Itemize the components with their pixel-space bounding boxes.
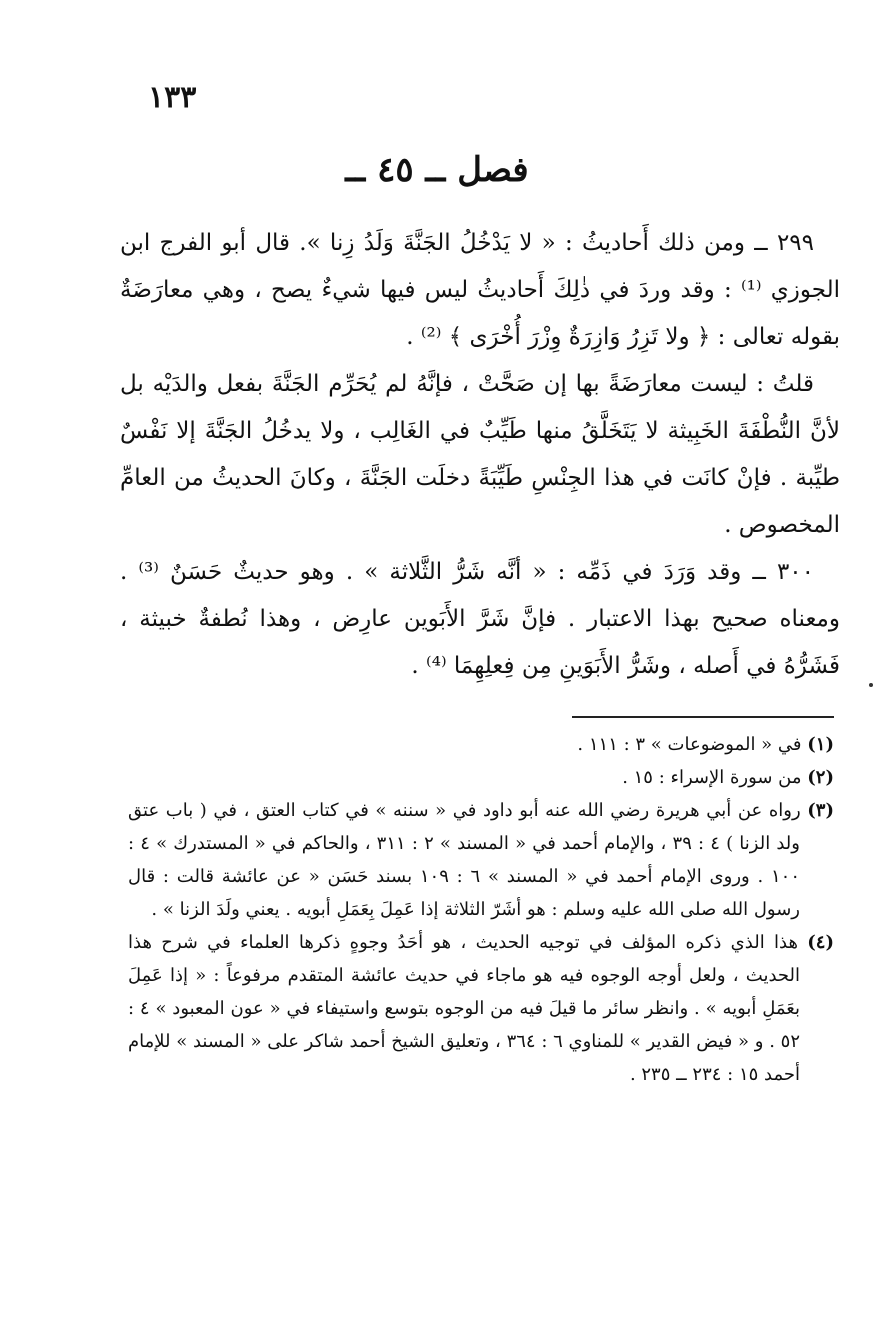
footnote-2 [128, 761, 834, 794]
footnotes [128, 728, 834, 1091]
footnote-separator [572, 716, 834, 718]
footnote-number: (٣) [807, 800, 834, 821]
paragraph-300: ٣٠٠ ــ وقد وَرَدَ في ذَمِّه : « أنَّه شَرُّ الثَّلاثة » . وهو حديثٌ حَسَنٌ ⁽³⁾ . ومعناه صحيح بهذا الاعتبار . فإنَّ شَرَّ الأَبَوين عارِض ، وهذا نُطفةٌ خبيثة ، فَشَرُّهُ في أَصله ، وشَرُّ الأَبَوَينِ مِن فِعلِهِمَا ⁽⁴⁾ . [120, 559, 840, 679]
footnote-number: (٤) [807, 932, 834, 953]
scan-speck [869, 683, 873, 687]
footnote-text: في « الموضوعات » ٣ : ١١١ . [577, 734, 802, 755]
paragraph-commentary: قلتُ : ليست معارَضَةً بها إن صَحَّتْ ، فإنَّهُ لم يُحَرِّم الجَنَّةَ بفعل والدَيْه بل لأنَّ النُّطْفَةَ الخَبِيثة لا يَتَخَلَّقُ منها طَيِّبٌ في الغَالِب ، ولا يدخُلُ الجَنَّةَ إلا نَفْسٌ طيِّبة . فإنْ كانَت في هذا الجِنْسِ طَيِّبَةً دخلَت الجَنَّةَ ، وكانَ الحديثُ من العامِّ المخصوص . [120, 371, 840, 538]
footnote-1 [128, 728, 834, 761]
footnote-4 [128, 926, 834, 1091]
paragraph-299: ٢٩٩ ــ ومن ذلك أَحاديثُ : « لا يَدْخُلُ الجَنَّةَ وَلَدُ زِنا ». قال أبو الفرج ابن الجوزي ⁽¹⁾ : وقد وردَ في ذٰلِكَ أَحاديثُ ليس فيها شيءٌ يصح ، وهي معارَضَةٌ بقوله تعالى : ﴿ ولا تَزِرُ وَازِرَةٌ وِزْرَ أُخْرَى ﴾ ⁽²⁾ . [120, 230, 840, 350]
footnote-text: هذا الذي ذكره المؤلف في توجيه الحديث ، هو أحَدُ وجوهٍ ذكرها العلماء في شرح هذا الحديث ، ولعل أوجه الوجوه فيه هو ماجاء في حديث عائشة المتقدم مرفوعاً : « إذا عَمِلَ بعَمَلِ أبويه » . وانظر سائر ما قيلَ فيه من الوجوه بتوسع واستيفاء في « عون المعبود » ٤ : ٥٢ . و « فيض القدير » للمناوي ٦ : ٣٦٤ ، وتعليق الشيخ أحمد شاكر على « المسند » للإمام أحمد ١٥ : ٢٣٤ ــ ٢٣٥ . [128, 932, 801, 1085]
footnote-text: من سورة الإسراء : ١٥ . [622, 767, 802, 788]
footnote-number: (٢) [807, 767, 834, 788]
chapter-title: فصل ــ ٤٥ ــ [345, 150, 529, 190]
footnote-3 [128, 794, 834, 926]
footnote-text: رواه عن أبي هريرة رضي الله عنه أبو داود في « سننه » في كتاب العتق ، في ( باب عتق ولد الزنا ) ٤ : ٣٩ ، والإمام أحمد في « المسند » ٢ : ٣١١ ، والحاكم في « المستدرك » ٤ : ١٠٠ . وروى الإمام أحمد في « المسند » ٦ : ١٠٩ بسند حَسَن « عن عائشة قالت : قال رسول الله صلى الله عليه وسلم : هو أشَرّ الثلاثة إذا عَمِلَ بِعَمَلِ أبويه . يعني ولَدَ الزنا » . [128, 800, 801, 920]
main-text [120, 220, 840, 690]
footnote-number: (١) [807, 734, 834, 755]
page-number: ١٣٣ [148, 80, 197, 115]
